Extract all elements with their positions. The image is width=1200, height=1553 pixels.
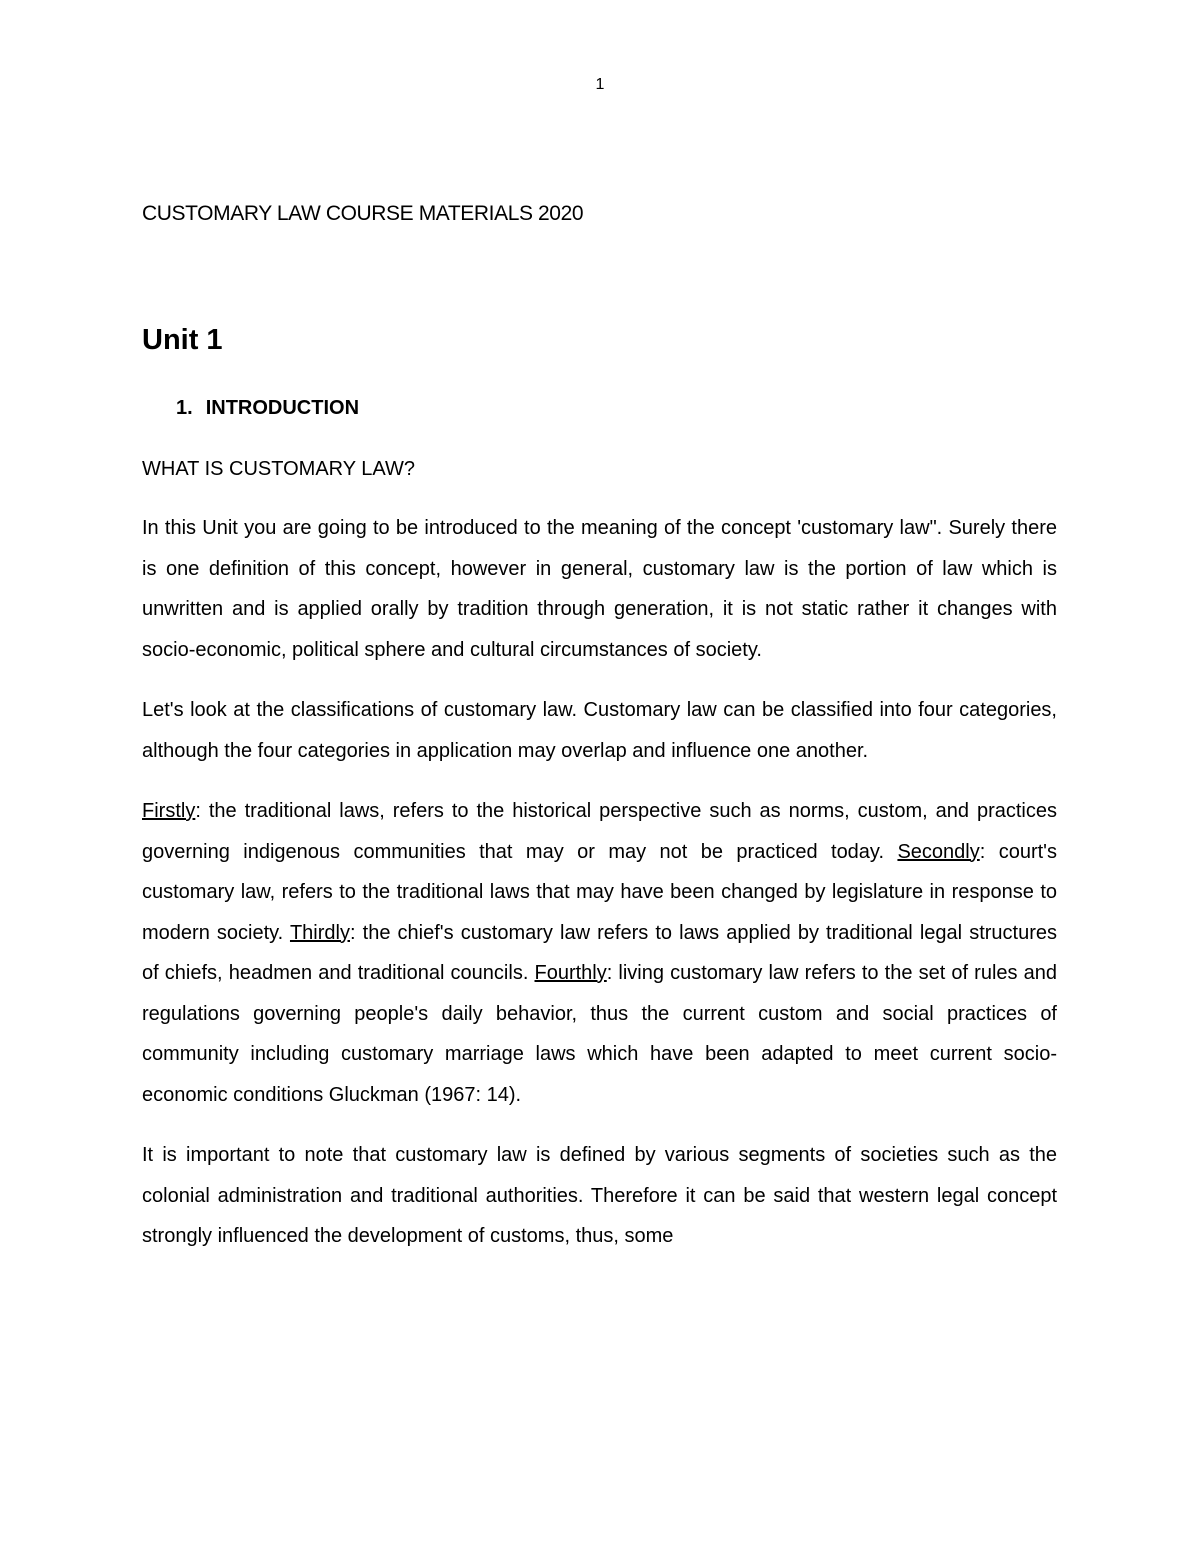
fourthly-label: Fourthly <box>534 962 607 984</box>
section-label: INTRODUCTION <box>205 397 360 419</box>
question-heading: WHAT IS CUSTOMARY LAW? <box>142 458 416 480</box>
paragraph-influence: It is important to note that customary law is defined by various segments of societies such as the colonial administration and traditional authorities. Therefore it can be said that western legal concept strongly influenced the development of customs, thus, some <box>142 1144 1057 1247</box>
paragraph-definition: In this Unit you are going to be introduced to the meaning of the concept 'customary law". Surely there is one definition of this concept, however in general, customary law is the portion of law which is unwritten and is applied orally by tradition through generation, it is not static rather it changes with socio-economic, political sphere and cultural circumstances of society. <box>142 517 1057 661</box>
section-number: 1. <box>176 397 193 419</box>
paragraph-classifications: Let's look at the classifications of customary law. Customary law can be classified into four categories, although the four categories in application may overlap and influence one another. <box>142 699 1057 762</box>
unit-heading: Unit 1 <box>142 324 223 356</box>
paragraph-categories <box>142 791 1057 1115</box>
page-number: 1 <box>595 76 605 93</box>
firstly-label: Firstly <box>142 800 196 822</box>
thirdly-text: : the chief's customary law refers to laws applied by traditional legal structures of chiefs, headmen and traditional councils. <box>142 921 1058 984</box>
secondly-label: Secondly <box>897 840 980 863</box>
section-heading <box>176 397 359 420</box>
thirdly-label: Thirdly <box>289 921 350 944</box>
body-text <box>142 508 1057 1257</box>
document-title: CUSTOMARY LAW COURSE MATERIALS 2020 <box>142 202 584 225</box>
fourthly-text: : living customary law refers to the set of rules and regulations governing people's daily behavior, thus the current custom and social practices of community including customary marriage laws which have been adapted to meet current socio-economic conditions Gluckman (1967: 14). <box>142 962 1058 1106</box>
secondly-text: : court's customary law, refers to the traditional laws that may have been changed by legislature in response to modern society. <box>142 840 1057 944</box>
firstly-text: : the traditional laws, refers to the historical perspective such as norms, custom, and practices governing indigenous communities that may or may not be practiced today. <box>142 800 1057 863</box>
